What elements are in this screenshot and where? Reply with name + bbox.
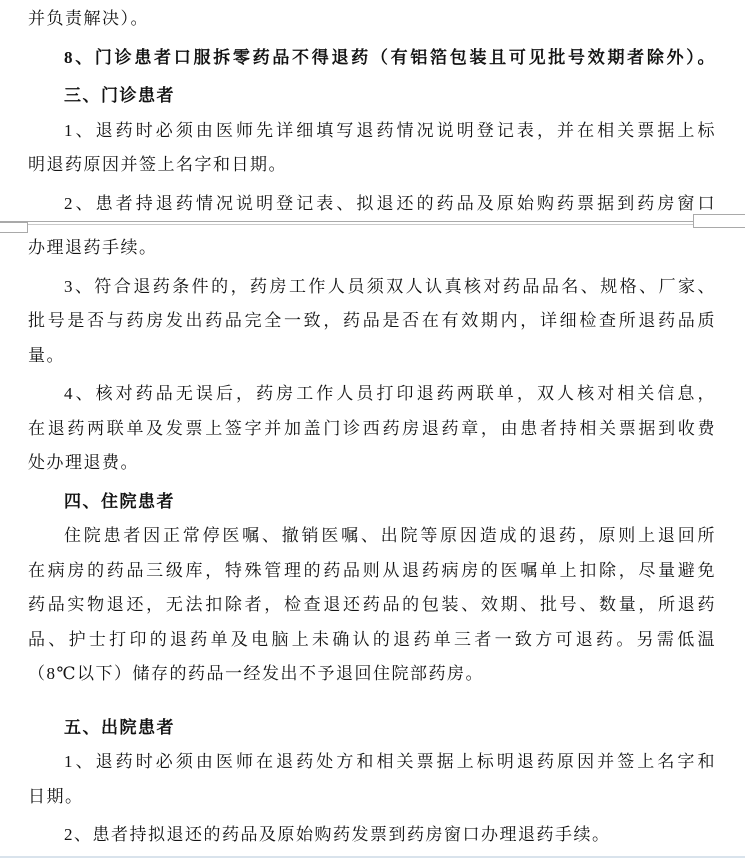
section-heading: 五、出院患者 xyxy=(64,717,175,737)
page-break-left-tab xyxy=(0,222,28,233)
page-break-marker xyxy=(0,221,745,231)
page-break-line xyxy=(0,221,745,222)
text-line: 8、门诊患者口服拆零药品不得退药（有铝箔包装且可见批号效期者除外）。 xyxy=(64,47,716,67)
text-line: 处办理退费。 xyxy=(28,453,139,472)
text-line: 在病房的药品三级库，特殊管理的药品则从退药病房的医嘱单上扣除，尽量避免 xyxy=(28,560,716,580)
text-line: 品、护士打印的退药单及电脑上未确认的退药单三者一致方可退药。另需低温 xyxy=(28,629,716,649)
text-line: 明退药原因并签上名字和日期。 xyxy=(28,155,287,174)
text-line: 1、退药时必须由医师在退药处方和相关票据上标明退药原因并签上名字和 xyxy=(64,752,716,771)
page-break-right-tab xyxy=(693,214,745,228)
text-line: 批号是否与药房发出药品完全一致，药品是否在有效期内，详细检查所退药品质 xyxy=(28,311,716,330)
text-line: 2、患者持拟退还的药品及原始购药发票到药房窗口办理退药手续。 xyxy=(64,825,611,844)
text-line: 药品实物退还，无法扣除者，检查退还药品的包装、效期、批号、数量，所退药 xyxy=(28,595,716,614)
text-line: 1、退药时必须由医师先详细填写退药情况说明登记表，并在相关票据上标 xyxy=(64,120,716,140)
section-heading: 三、门诊患者 xyxy=(64,86,175,105)
section-heading: 四、住院患者 xyxy=(64,491,175,511)
text-line: 在退药两联单及发票上签字并加盖门诊西药房退药章，由患者持相关票据到收费 xyxy=(28,418,716,438)
page-break-line xyxy=(0,224,745,225)
viewport-bottom-edge xyxy=(0,856,745,858)
text-line: 2、患者持退药情况说明登记表、拟退还的药品及原始购药票据到药房窗口 xyxy=(64,193,716,213)
text-line: 办理退药手续。 xyxy=(28,238,158,257)
text-line: 日期。 xyxy=(28,786,84,806)
text-line: 3、符合退药条件的，药房工作人员须双人认真核对药品品名、规格、厂家、 xyxy=(64,276,716,296)
text-line: 住院患者因正常停医嘱、撤销医嘱、出院等原因造成的退药，原则上退回所 xyxy=(64,526,716,545)
text-line: 4、核对药品无误后，药房工作人员打印退药两联单，双人核对相关信息， xyxy=(64,384,716,403)
text-line: （8℃以下）储存的药品一经发出不予退回住院部药房。 xyxy=(28,664,485,683)
text-line: 量。 xyxy=(28,345,65,365)
text-line: 并负责解决）。 xyxy=(28,9,149,28)
